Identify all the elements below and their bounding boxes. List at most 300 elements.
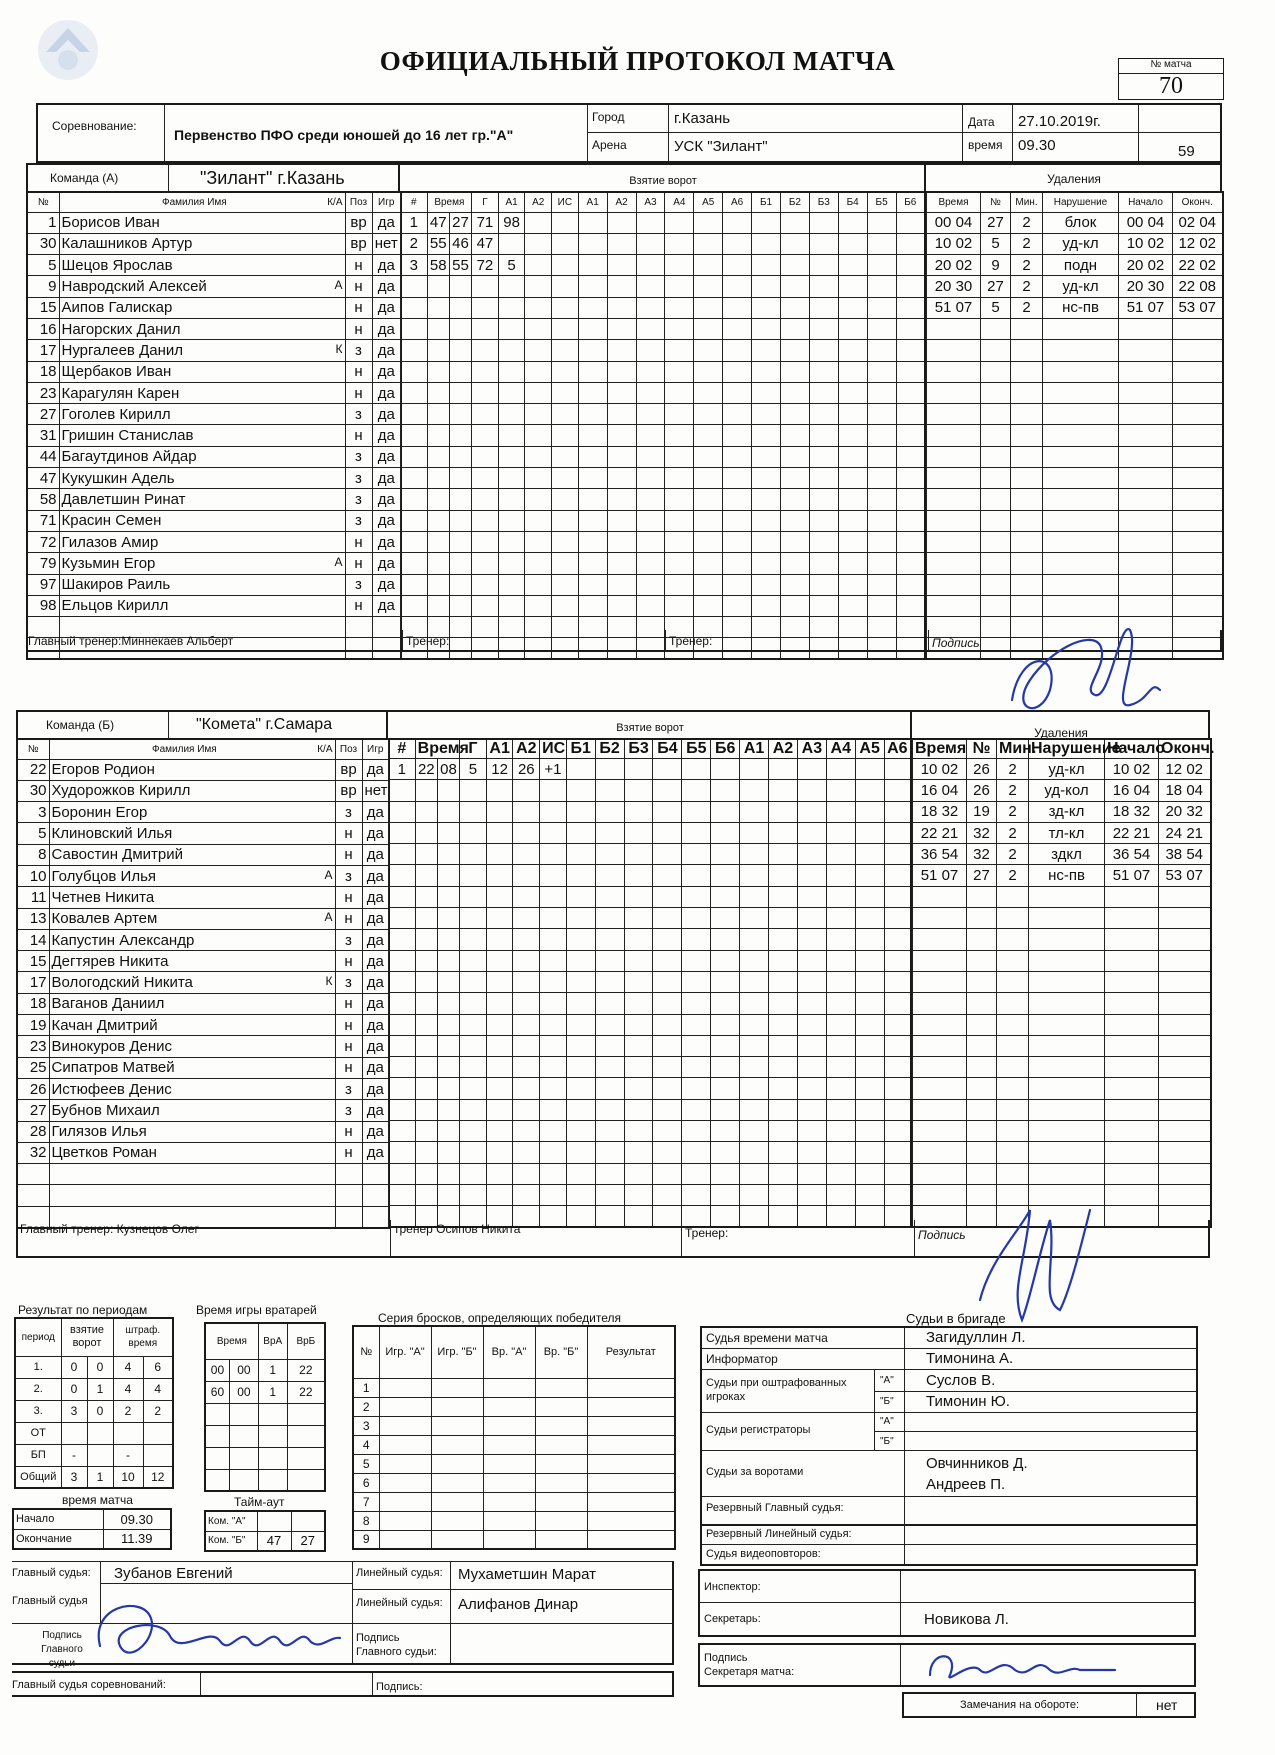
goal-cell [460, 1163, 487, 1184]
goal-row [389, 908, 912, 929]
goal-cell [486, 780, 513, 801]
player-played: да [362, 951, 389, 972]
player-position: вр [335, 759, 362, 780]
on-ice-cell [769, 1142, 798, 1163]
goal-col-header: # [401, 192, 428, 212]
period-goals-b [87, 1444, 113, 1466]
goal-cell [513, 844, 540, 865]
goal-cell [449, 361, 471, 382]
on-ice-cell [780, 276, 809, 297]
on-ice-cell [624, 865, 653, 886]
goal-cell [389, 1057, 416, 1078]
goal-row [389, 780, 912, 801]
on-ice-cell [809, 404, 838, 425]
on-ice-cell [740, 950, 769, 971]
goal-cell: 46 [449, 233, 471, 254]
empty-cell [1119, 425, 1173, 446]
on-ice-cell [711, 1099, 740, 1120]
on-ice-cell [740, 1099, 769, 1120]
empty-cell [1029, 886, 1105, 907]
goal-cell [427, 531, 449, 552]
goal-row [389, 1035, 912, 1056]
col-name: Фамилия Имя К/А [59, 192, 345, 212]
empty-cell [997, 1163, 1029, 1184]
timeout-a-label: Ком. "А" [205, 1511, 257, 1531]
player-name [49, 1015, 335, 1036]
on-ice-cell [752, 446, 781, 467]
on-ice-cell [740, 822, 769, 843]
player-name [49, 802, 335, 823]
on-ice-cell [665, 425, 694, 446]
goal-cell [389, 993, 416, 1014]
on-ice-cell [797, 929, 826, 950]
goal-cell [401, 553, 428, 574]
period-pen-b [143, 1422, 173, 1444]
player-number: 23 [27, 382, 59, 403]
goalie-row [205, 1359, 325, 1381]
on-ice-cell [896, 446, 925, 467]
on-ice-cell [809, 361, 838, 382]
empty-cell [913, 886, 967, 907]
shootout-title: Серия бросков, определяющих победителя [378, 1311, 621, 1325]
on-ice-cell [682, 971, 711, 992]
player-number: 13 [17, 908, 49, 929]
on-ice-cell [723, 404, 752, 425]
pen-time: 10 02 [913, 759, 967, 780]
on-ice-cell [826, 1099, 855, 1120]
player-name-text: Кузьмин Егор [61, 554, 156, 572]
goal-cell [472, 297, 499, 318]
goal-cell [552, 212, 579, 233]
empty-cell [1159, 1184, 1211, 1205]
goal-cell [389, 780, 416, 801]
on-ice-cell [711, 1142, 740, 1163]
on-ice-cell [595, 759, 624, 780]
shootout-cell [587, 1473, 675, 1492]
penalty-row [913, 780, 1211, 801]
goal-row [401, 553, 926, 574]
empty-cell [1029, 950, 1105, 971]
team-b-head-coach: Главный тренер: Кузнецов Олег [20, 1222, 199, 1236]
player-name [59, 595, 345, 616]
goal-cell [472, 574, 499, 595]
player-number: 58 [27, 489, 59, 510]
player-name-text: Цветков Роман [51, 1144, 157, 1162]
empty-cell [927, 553, 981, 574]
player-name [59, 382, 345, 403]
penalty-row [913, 929, 1211, 950]
table-row [27, 446, 401, 467]
on-ice-cell [624, 1163, 653, 1184]
goal-cell [552, 233, 579, 254]
shootout-cell [431, 1397, 483, 1416]
on-ice-cell [838, 255, 867, 276]
player-played: да [362, 887, 389, 908]
on-ice-cell [653, 780, 682, 801]
empty-cell [335, 1164, 362, 1185]
goal-cell [389, 1014, 416, 1035]
goalie-sec: 00 [229, 1381, 258, 1403]
empty-cell [1159, 1121, 1211, 1142]
player-number: 8 [17, 844, 49, 865]
player-name-text: Винокуров Денис [51, 1038, 173, 1055]
goal-cell [415, 1121, 437, 1142]
pen-end: 38 54 [1159, 844, 1211, 865]
on-ice-cell [607, 574, 636, 595]
goal-cell: 22 [415, 759, 437, 780]
on-ice-cell [624, 801, 653, 822]
player-played: да [362, 1100, 389, 1121]
player-position: з [345, 510, 372, 531]
on-ice-cell [636, 425, 665, 446]
on-ice-cell [711, 1184, 740, 1205]
player-name [59, 489, 345, 510]
player-name-text: Карагулян Карен [61, 384, 180, 402]
on-ice-cell [780, 425, 809, 446]
on-ice-cell [752, 510, 781, 531]
goal-cell [552, 574, 579, 595]
goal-cell [472, 553, 499, 574]
penalty-row [927, 276, 1223, 297]
empty-cell [1159, 1163, 1211, 1184]
goal-cell [427, 340, 449, 361]
on-ice-cell [769, 1057, 798, 1078]
on-ice-cell [636, 255, 665, 276]
pen-player: 26 [967, 780, 997, 801]
goal-col-header: А4 [665, 192, 694, 212]
on-ice-cell [752, 212, 781, 233]
player-played: да [372, 574, 401, 595]
goal-cell: 5 [498, 255, 525, 276]
goal-cell [401, 404, 428, 425]
goal-cell [513, 1014, 540, 1035]
goal-col-header: А1 [578, 192, 607, 212]
on-ice-cell [769, 865, 798, 886]
on-ice-cell [797, 1014, 826, 1035]
on-ice-cell [595, 1099, 624, 1120]
on-ice-cell [711, 993, 740, 1014]
line-ref-1-label: Линейный судья: [356, 1567, 443, 1579]
on-ice-cell [780, 468, 809, 489]
col-time: Время [205, 1323, 258, 1359]
on-ice-cell [838, 595, 867, 616]
on-ice-cell [566, 1163, 595, 1184]
pen-start: 10 02 [1119, 233, 1173, 254]
player-number: 98 [27, 595, 59, 616]
goal-cell: 1 [389, 759, 416, 780]
on-ice-cell [884, 1057, 911, 1078]
officials-table [700, 1326, 1198, 1526]
goal-cell [415, 865, 437, 886]
pen-end: 53 07 [1173, 297, 1223, 318]
shootout-cell [535, 1492, 587, 1511]
goal-col-header: А3 [797, 739, 826, 759]
player-name [59, 297, 345, 318]
coach-b-signature [960, 1190, 1100, 1340]
pen-end: 18 04 [1159, 780, 1211, 801]
on-ice-cell [838, 318, 867, 339]
table-row [17, 823, 389, 844]
table-row [17, 1036, 389, 1057]
pen-foul: блок [1043, 212, 1119, 233]
pen-minutes: 2 [1011, 233, 1043, 254]
shootout-cell [483, 1378, 535, 1397]
player-played: да [362, 1142, 389, 1163]
on-ice-cell [780, 233, 809, 254]
goal-cell [513, 1184, 540, 1205]
on-ice-cell [665, 255, 694, 276]
player-number: 16 [27, 318, 59, 339]
shootout-number: 7 [353, 1492, 379, 1511]
goal-cell: +1 [540, 759, 567, 780]
goal-cell [437, 865, 459, 886]
on-ice-cell [896, 404, 925, 425]
shootout-number: 6 [353, 1473, 379, 1492]
on-ice-cell [711, 1163, 740, 1184]
on-ice-cell [578, 361, 607, 382]
on-ice-cell [797, 908, 826, 929]
goal-cell [486, 929, 513, 950]
player-played: да [372, 446, 401, 467]
table-row [27, 510, 401, 531]
team-b-pen-title: Удаления [1034, 726, 1088, 740]
empty-cell [967, 1014, 997, 1035]
on-ice-cell [566, 1142, 595, 1163]
goal-cell [486, 886, 513, 907]
goal-cell [401, 446, 428, 467]
on-ice-cell [566, 971, 595, 992]
empty-cell [1159, 929, 1211, 950]
pen-col-header: Мин. [1011, 192, 1043, 212]
on-ice-cell [826, 1014, 855, 1035]
on-ice-cell [694, 574, 723, 595]
goal-cell [552, 510, 579, 531]
on-ice-cell [711, 1035, 740, 1056]
main-referee-signature [90, 1586, 350, 1676]
player-name-text: Савостин Дмитрий [51, 846, 184, 864]
on-ice-cell [578, 318, 607, 339]
empty-cell [1119, 468, 1173, 489]
goal-cell [449, 340, 471, 361]
on-ice-cell [740, 1057, 769, 1078]
on-ice-cell [653, 950, 682, 971]
on-ice-cell [809, 255, 838, 276]
on-ice-cell [780, 446, 809, 467]
player-name [59, 446, 345, 467]
on-ice-cell [607, 553, 636, 574]
on-ice-cell [636, 361, 665, 382]
on-ice-cell [884, 780, 911, 801]
empty-cell [1173, 510, 1223, 531]
player-name-text: Ельцов Кирилл [61, 597, 169, 615]
on-ice-cell [566, 1014, 595, 1035]
goal-cell [437, 1121, 459, 1142]
empty-cell [913, 1078, 967, 1099]
empty-cell [1119, 574, 1173, 595]
goal-cell [460, 844, 487, 865]
on-ice-cell [896, 212, 925, 233]
on-ice-cell [740, 1142, 769, 1163]
player-captain-mark: К [325, 974, 333, 989]
on-ice-cell [624, 950, 653, 971]
player-number: 32 [17, 1142, 49, 1163]
on-ice-cell [665, 553, 694, 574]
goal-cell [415, 971, 437, 992]
on-ice-cell [723, 595, 752, 616]
on-ice-cell [740, 1078, 769, 1099]
player-position: з [345, 574, 372, 595]
on-ice-cell [896, 595, 925, 616]
remarks-label: Замечания на обороте: [960, 1699, 1080, 1711]
player-played: да [372, 361, 401, 382]
empty-cell [1119, 446, 1173, 467]
empty-cell [1043, 425, 1119, 446]
player-played: да [372, 595, 401, 616]
empty-cell [1119, 510, 1173, 531]
player-name-text: Красин Семен [61, 512, 162, 530]
on-ice-cell [855, 1014, 884, 1035]
on-ice-cell [826, 1078, 855, 1099]
on-ice-cell [769, 801, 798, 822]
match-number-label: № матча [1119, 59, 1223, 74]
goal-cell [525, 404, 552, 425]
on-ice-cell [884, 1099, 911, 1120]
empty-cell [913, 1163, 967, 1184]
secretary-sign-label: Подпись Секретаря матча: [704, 1652, 795, 1678]
on-ice-cell [740, 1184, 769, 1205]
period-goals-a: 3 [61, 1466, 87, 1488]
team-b-coach: тренер Осипов Никита [394, 1222, 521, 1236]
goalie-b: 22 [287, 1359, 325, 1381]
on-ice-cell [769, 1163, 798, 1184]
period-pen-a: 10 [113, 1466, 143, 1488]
player-name [49, 780, 335, 801]
pen-time: 51 07 [927, 297, 981, 318]
player-name [59, 212, 345, 233]
player-number: 72 [27, 531, 59, 552]
team-a-sign-label: Подпись [932, 636, 980, 650]
empty-cell [1105, 1014, 1159, 1035]
player-played: да [362, 993, 389, 1014]
shootout-col-header: Вр. "Б" [535, 1326, 587, 1378]
on-ice-cell [595, 886, 624, 907]
player-position: н [335, 993, 362, 1014]
empty-cell [1043, 318, 1119, 339]
goal-cell [401, 425, 428, 446]
empty-cell [981, 425, 1011, 446]
on-ice-cell [752, 361, 781, 382]
on-ice-cell [665, 510, 694, 531]
shootout-cell [483, 1511, 535, 1530]
empty-cell [981, 340, 1011, 361]
on-ice-cell [711, 1121, 740, 1142]
pen-col-header: № [967, 739, 997, 759]
pen-minutes: 2 [997, 865, 1029, 886]
player-played: да [372, 212, 401, 233]
goal-cell [460, 1099, 487, 1120]
on-ice-cell [884, 929, 911, 950]
goal-cell [513, 1163, 540, 1184]
penalty-row [913, 822, 1211, 843]
shootout-cell [587, 1492, 675, 1511]
goal-cell [415, 886, 437, 907]
on-ice-cell [826, 1121, 855, 1142]
on-ice-cell [809, 553, 838, 574]
shootout-col-header: Вр. "А" [483, 1326, 535, 1378]
on-ice-cell [723, 233, 752, 254]
empty-cell [362, 1185, 389, 1206]
on-ice-cell [752, 468, 781, 489]
goal-cell [449, 404, 471, 425]
on-ice-cell [838, 233, 867, 254]
main-ref-2-label: Главный судья [12, 1595, 88, 1607]
on-ice-cell [780, 531, 809, 552]
on-ice-cell [884, 950, 911, 971]
on-ice-cell [769, 950, 798, 971]
player-name-text: Сипатров Матвей [51, 1059, 175, 1077]
goal-cell [401, 468, 428, 489]
goal-cell [486, 1014, 513, 1035]
empty-cell [927, 446, 981, 467]
on-ice-cell [797, 801, 826, 822]
empty-cell [927, 318, 981, 339]
player-position: з [335, 929, 362, 950]
goal-cell [427, 425, 449, 446]
on-ice-cell [694, 276, 723, 297]
on-ice-cell [682, 1078, 711, 1099]
empty-cell [967, 950, 997, 971]
goal-cell [525, 553, 552, 574]
penalty-b-tag: "Б" [880, 1396, 894, 1407]
shootout-cell [535, 1435, 587, 1454]
goal-cell [460, 801, 487, 822]
empty-cell [1011, 318, 1043, 339]
player-name [49, 993, 335, 1014]
empty-cell [1173, 361, 1223, 382]
player-number: 79 [27, 553, 59, 574]
on-ice-cell [653, 801, 682, 822]
goal-cell [498, 318, 525, 339]
player-name [49, 908, 335, 929]
shootout-cell [431, 1492, 483, 1511]
pen-minutes: 2 [1011, 255, 1043, 276]
on-ice-cell [752, 318, 781, 339]
on-ice-cell [884, 1121, 911, 1142]
goal-cell [437, 908, 459, 929]
empty-cell [1173, 404, 1223, 425]
goal-cell [498, 595, 525, 616]
periods-table [14, 1317, 174, 1489]
empty-cell [1043, 382, 1119, 403]
on-ice-cell [769, 1078, 798, 1099]
on-ice-cell [566, 886, 595, 907]
reserve-line-label: Резервный Линейный судья: [706, 1528, 852, 1540]
empty-cell [1043, 468, 1119, 489]
player-name-text: Давлетшин Ринат [61, 491, 186, 508]
player-name-text: Нагорских Данил [61, 320, 181, 338]
shootout-cell [587, 1511, 675, 1530]
pen-foul: нс-пв [1043, 297, 1119, 318]
pen-col-header: Нарушение [1043, 192, 1119, 212]
goal-cell [472, 361, 499, 382]
pen-time: 36 54 [913, 844, 967, 865]
goal-cell [513, 1121, 540, 1142]
on-ice-cell [682, 865, 711, 886]
goal-col-header: А6 [723, 192, 752, 212]
on-ice-cell [578, 489, 607, 510]
goal-cell [449, 318, 471, 339]
on-ice-cell [838, 489, 867, 510]
